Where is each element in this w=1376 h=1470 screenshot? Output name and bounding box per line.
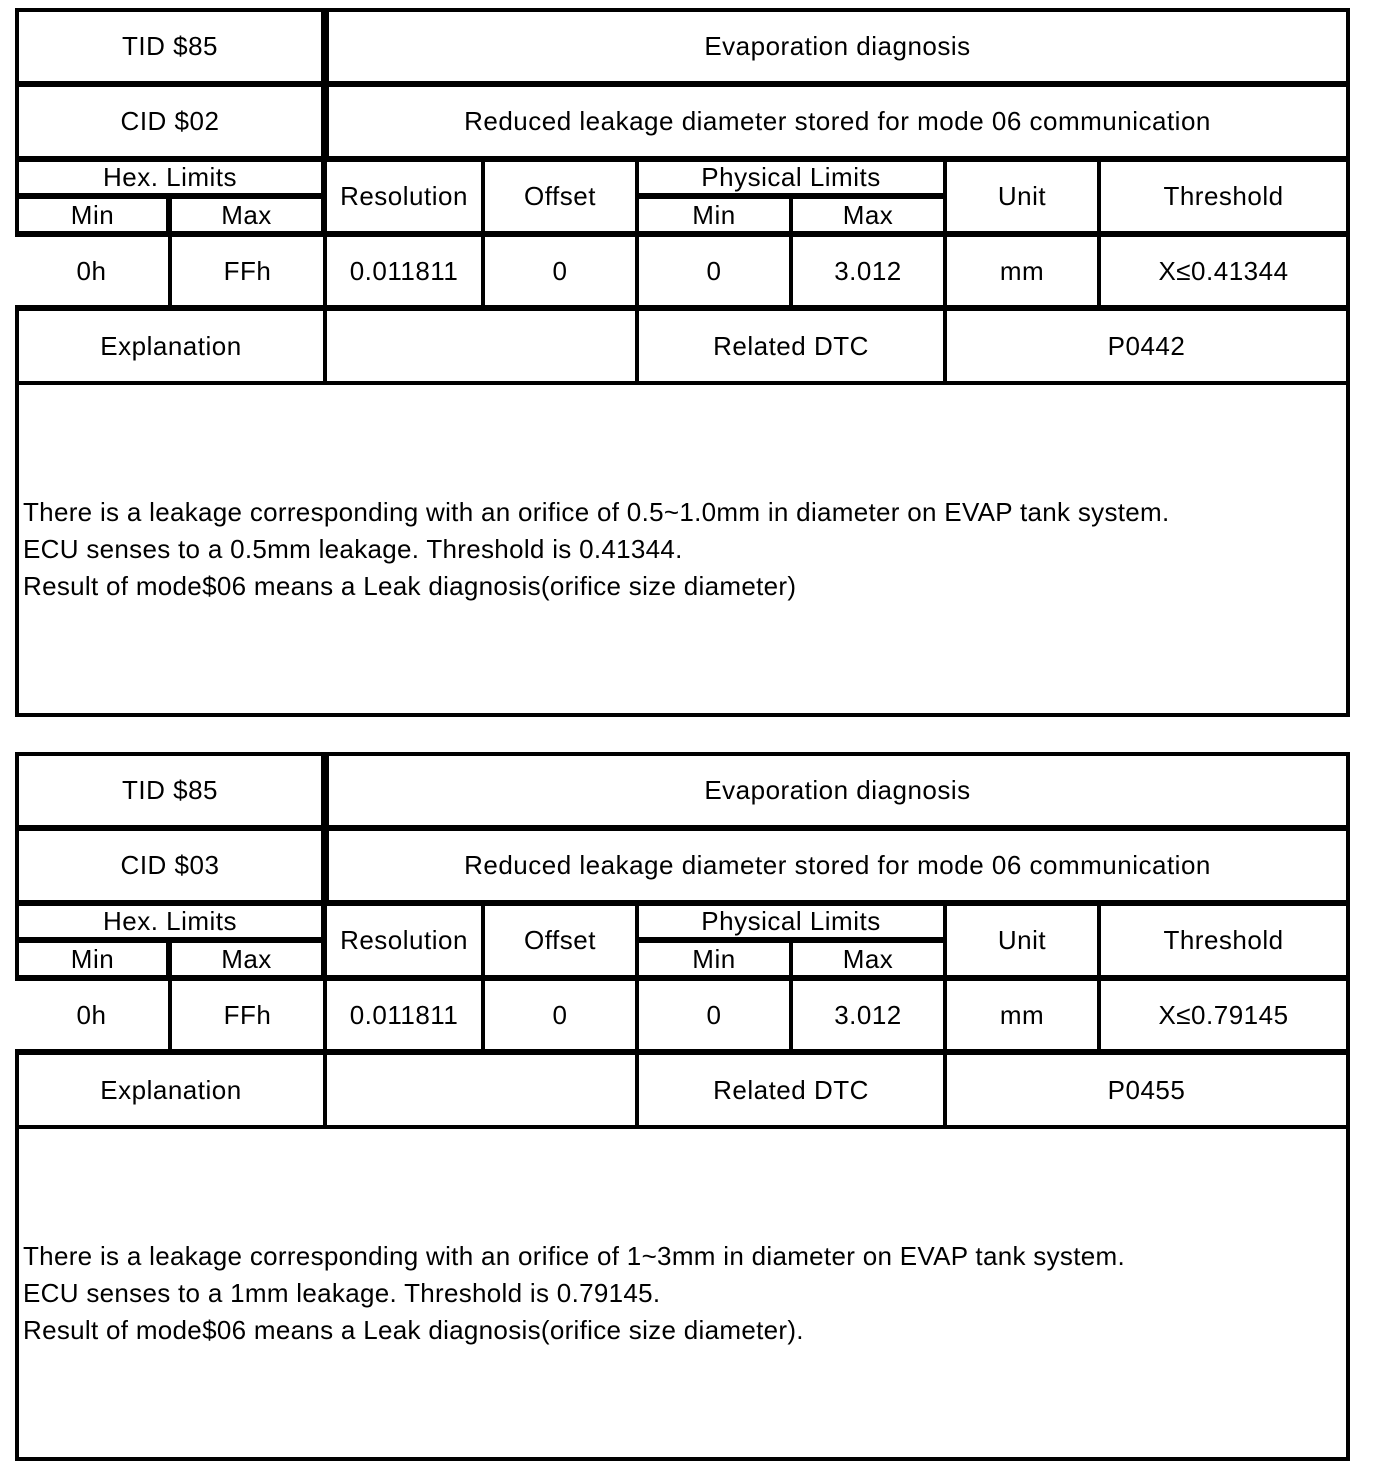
resolution-header: Resolution (323, 902, 485, 979)
cid-value: Reduced leakage diameter stored for mode 06 communication (325, 827, 1350, 904)
explanation-blank (323, 1051, 639, 1129)
tid-value: Evaporation diagnosis (325, 8, 1350, 85)
threshold-header: Threshold (1097, 902, 1350, 979)
cid-value: Reduced leakage diameter stored for mode 06 communication (325, 83, 1350, 160)
hex-max-header: Max (168, 195, 325, 235)
phys-max-value: 3.012 (789, 233, 947, 309)
threshold-value: X≤0.79145 (1097, 977, 1350, 1053)
phys-max-header: Max (789, 939, 947, 979)
explanation-line: There is a leakage corresponding with an orifice of 1~3mm in diameter on EVAP tank system. (23, 1240, 1125, 1271)
phys-min-value: 0 (635, 977, 793, 1053)
hex-limits-header: Hex. Limits (15, 158, 325, 197)
resolution-value: 0.011811 (323, 977, 485, 1053)
unit-header: Unit (943, 902, 1101, 979)
related-dtc-label: Related DTC (635, 307, 947, 385)
explanation-text (15, 1125, 1350, 1461)
phys-min-header: Min (635, 195, 793, 235)
physical-limits-header: Physical Limits (635, 158, 947, 197)
unit-header: Unit (943, 158, 1101, 235)
explanation-label: Explanation (15, 1051, 327, 1129)
offset-header: Offset (481, 158, 639, 235)
explanation-label: Explanation (15, 307, 327, 385)
resolution-value: 0.011811 (323, 233, 485, 309)
unit-value: mm (943, 233, 1101, 309)
offset-header: Offset (481, 902, 639, 979)
explanation-blank (323, 307, 639, 385)
tid-label: TID $85 (15, 8, 325, 85)
threshold-header: Threshold (1097, 158, 1350, 235)
explanation-line: Result of mode$06 means a Leak diagnosis(orifice size diameter) (23, 570, 797, 601)
hex-max-value: FFh (168, 977, 327, 1053)
explanation-line: Result of mode$06 means a Leak diagnosis(orifice size diameter). (23, 1314, 804, 1345)
phys-max-value: 3.012 (789, 977, 947, 1053)
hex-min-value: 0h (15, 977, 172, 1053)
related-dtc-label: Related DTC (635, 1051, 947, 1129)
explanation-line: ECU senses to a 1mm leakage. Threshold is 0.79145. (23, 1277, 661, 1308)
physical-limits-header: Physical Limits (635, 902, 947, 941)
related-dtc-value: P0455 (943, 1051, 1350, 1129)
resolution-header: Resolution (323, 158, 485, 235)
phys-min-header: Min (635, 939, 793, 979)
hex-max-header: Max (168, 939, 325, 979)
explanation-line: There is a leakage corresponding with an orifice of 0.5~1.0mm in diameter on EVAP tank system. (23, 496, 1170, 527)
related-dtc-value: P0442 (943, 307, 1350, 385)
hex-min-value: 0h (15, 233, 172, 309)
phys-min-value: 0 (635, 233, 793, 309)
offset-value: 0 (481, 977, 639, 1053)
offset-value: 0 (481, 233, 639, 309)
hex-min-header: Min (15, 939, 170, 979)
phys-max-header: Max (789, 195, 947, 235)
cid-label: CID $02 (15, 83, 325, 160)
hex-min-header: Min (15, 195, 170, 235)
cid-label: CID $03 (15, 827, 325, 904)
hex-max-value: FFh (168, 233, 327, 309)
hex-limits-header: Hex. Limits (15, 902, 325, 941)
tid-label: TID $85 (15, 752, 325, 829)
explanation-line: ECU senses to a 0.5mm leakage. Threshold is 0.41344. (23, 533, 683, 564)
explanation-text (15, 381, 1350, 717)
tid-value: Evaporation diagnosis (325, 752, 1350, 829)
threshold-value: X≤0.41344 (1097, 233, 1350, 309)
unit-value: mm (943, 977, 1101, 1053)
